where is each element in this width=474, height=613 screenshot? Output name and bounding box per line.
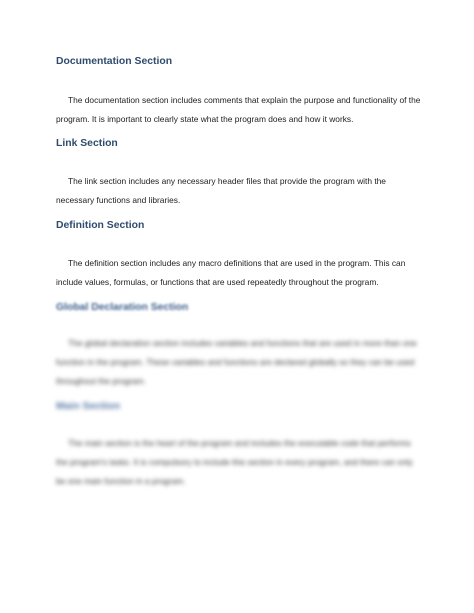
section-body-link: The link section includes any necessary header files that provide the program with the necessary functions and libraries. xyxy=(56,176,386,205)
section-heading-main: Main Section xyxy=(56,401,121,412)
section-body-main: The main section is the heart of the program and includes the executable code that performs the program's tasks. It is compulsory to include this section in every program, and there can only be one main function in a program. xyxy=(56,438,413,486)
section-body-documentation: The documentation section includes comments that explain the purpose and functionality of the program. It is important to clearly state what the program does and how it works. xyxy=(56,95,421,124)
section-heading-documentation: Documentation Section xyxy=(56,56,173,67)
section-body-global-declaration: The global declaration section includes variables and functions that are used in more than one function in the program. These variables and functions are declared globally so they can be used throughout the program. xyxy=(56,338,417,386)
section-heading-link: Link Section xyxy=(56,138,118,149)
section-heading-global-declaration: Global Declaration Section xyxy=(56,302,189,313)
section-heading-definition: Definition Section xyxy=(56,220,145,231)
section-body-definition: The definition section includes any macro definitions that are used in the program. This can include values, formulas, or functions that are used repeatedly throughout the program. xyxy=(56,258,406,287)
